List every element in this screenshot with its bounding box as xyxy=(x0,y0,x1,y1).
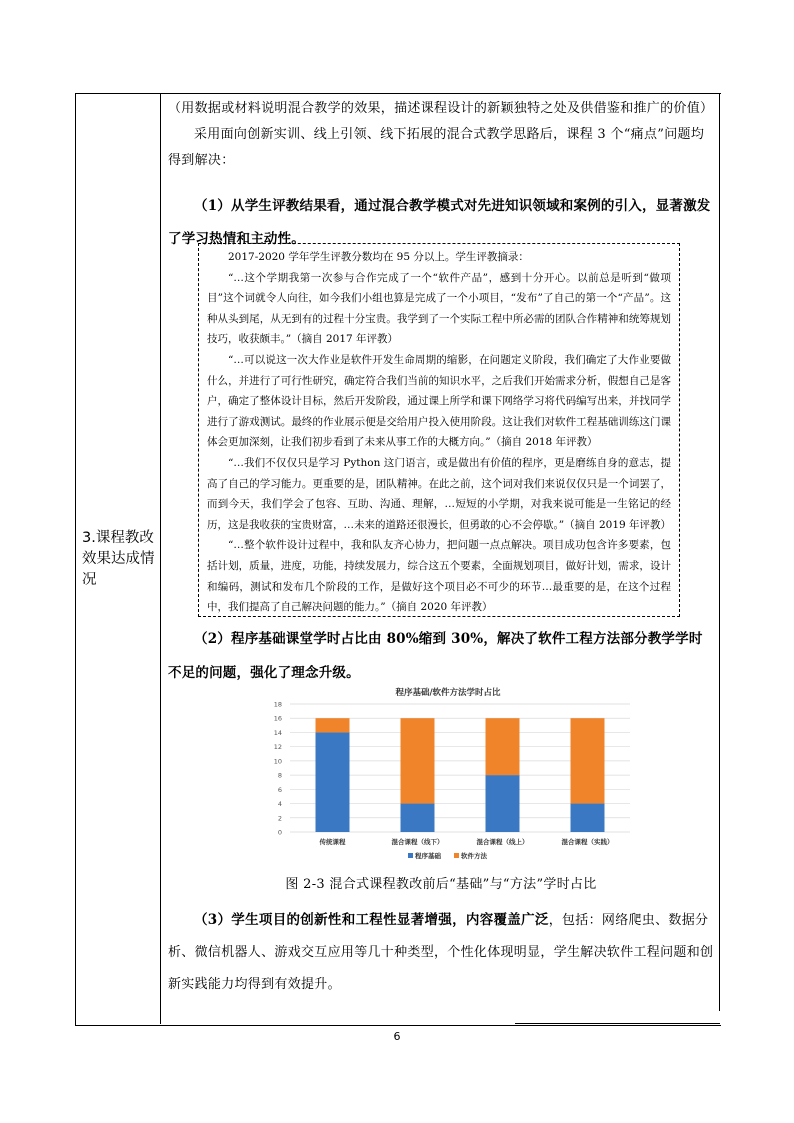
intro-text: 采用面向创新实训、线上引领、线下拓展的混合式教学思路后，课程 3 个“痛点”问题均得到解决： xyxy=(168,127,705,168)
y-tick-label: 8 xyxy=(277,771,282,780)
y-tick-label: 16 xyxy=(273,714,282,723)
y-tick-label: 12 xyxy=(273,743,282,752)
feedback-2017: “…这个学期我第一次参与合作完成了一个“软件产品”，感到十分开心。以前总是听到“做项目”这个词就令人向往，如今我们小组也算是完成了一个小项目，“发布”了自己的第一个“产品”。这种从头到尾，从无到有的过程十分宝贵。我学到了一个实际工程中所必需的团队合作精神和统筹规划技巧，收获颇丰。”（摘自 2017 年评教） xyxy=(207,271,671,346)
student-feedback-box xyxy=(198,243,680,617)
intro-block xyxy=(168,96,714,174)
bar-segment xyxy=(486,718,520,775)
feedback-2019: “…我们不仅仅只是学习 Python 这门语言，或是做出有价值的程序，更是磨练自身的意志，提高了自己的学习能力。更重要的是，团队精神。在此之前，这个词对我们来说仅仅只是一个词罢了，而到今天，我们学会了包容、互助、沟通、理解，…短短的小学期，对我来说可能是一生铭记的经历，这是我收获的宝贵财富，…未来的道路还很漫长，但勇敢的心不会停歇。”（摘自 2019 年评教） xyxy=(207,456,672,531)
legend-label: 程序基础 xyxy=(415,852,441,860)
bar-segment xyxy=(401,718,435,803)
legend-swatch xyxy=(454,853,459,858)
bar-segment xyxy=(316,718,350,732)
legend-label: 软件方法 xyxy=(461,852,487,860)
bar-segment xyxy=(571,804,605,832)
x-tick-label: 传统课程 xyxy=(319,838,346,846)
bar-segment xyxy=(401,804,435,832)
column-divider xyxy=(160,93,161,1024)
x-tick-label: 混合课程（线上） xyxy=(476,838,529,846)
y-tick-label: 2 xyxy=(277,814,282,823)
section-label: 3.课程教改效果达成情况 xyxy=(82,530,155,588)
x-tick-label: 混合课程（线下） xyxy=(391,838,444,846)
legend-swatch xyxy=(408,853,413,858)
y-tick-label: 6 xyxy=(277,785,282,794)
hours-ratio-chart xyxy=(258,684,638,866)
heading-2: （2）程序基础课堂学时占比由 80%缩到 30%，解决了软件工程方法部分教学学时不足的问题，强化了理念升级。 xyxy=(168,631,703,681)
y-tick-label: 18 xyxy=(273,700,282,709)
x-tick-label: 混合课程（实践） xyxy=(561,838,614,846)
feedback-2018: “…可以说这一次大作业是软件开发生命周期的缩影，在问题定义阶段，我们确定了大作业要做什么，并进行了可行性研究，确定符合我们当前的知识水平，之后我们开始需求分析，假想自己是客户，确定了整体设计目标，然后开发阶段，通过课上所学和课下网络学习将代码编写出来，并找同学进行了游戏测试。最终的作业展示便是交给用户投入使用阶段。这让我们对软件工程基础训练这门课体会更加深刻，让我们初步看到了未来从事工作的大概方向。”（摘自 2018 年评教） xyxy=(207,353,671,449)
y-tick-label: 0 xyxy=(277,828,282,837)
intro-note: （用数据或材料说明混合教学的效果，描述课程设计的新颖独特之处及供借鉴和推广的价值） xyxy=(168,101,714,116)
paragraph-3-text: ，包括：网络爬虫、数据分析、微信机器人、游戏交互应用等几十种类型，个性化体现明显，学生解决软件工程问题和创新实践能力均得到有效提升。 xyxy=(168,913,714,992)
paragraph-3 xyxy=(168,904,714,1001)
chart-title: 程序基础/软件方法学时占比 xyxy=(395,688,501,698)
y-tick-label: 10 xyxy=(273,757,282,766)
feedback-summary: 2017-2020 学年学生评教分数均在 95 分以上。学生评教摘录： xyxy=(228,251,529,263)
table-right-border xyxy=(719,93,720,1011)
bar-segment xyxy=(316,732,350,832)
paragraph-3-heading: （3）学生项目的创新性和工程性显著增强，内容覆盖广泛 xyxy=(194,912,549,928)
footer-line xyxy=(515,1023,720,1024)
heading-1: （1）从学生评教结果看，通过混合教学模式对先进知识领域和案例的引入，显著激发了学习热情和主动性。 xyxy=(168,198,711,247)
y-tick-label: 4 xyxy=(277,800,282,809)
y-tick-label: 14 xyxy=(273,728,282,737)
bar-segment xyxy=(486,775,520,832)
feedback-2020: “…整个软件设计过程中，我和队友齐心协力，把问题一点点解决。项目成功包含许多要素，包括计划，质量，进度，功能，持续发展力，综合这五个要素，全面规划项目，做好计划，需求，设计和编码，测试和发布几个阶段的工作，是做好这个项目必不可少的环节…最重要的是，在这个过程中，我们提高了自己解决问题的能力。”（摘自 2020 年评教） xyxy=(207,539,671,614)
bar-segment xyxy=(571,718,605,803)
figure-caption: 图 2-3 混合式课程教改前后“基础”与“方法”学时占比 xyxy=(285,877,597,892)
page-number: 6 xyxy=(393,1030,401,1043)
